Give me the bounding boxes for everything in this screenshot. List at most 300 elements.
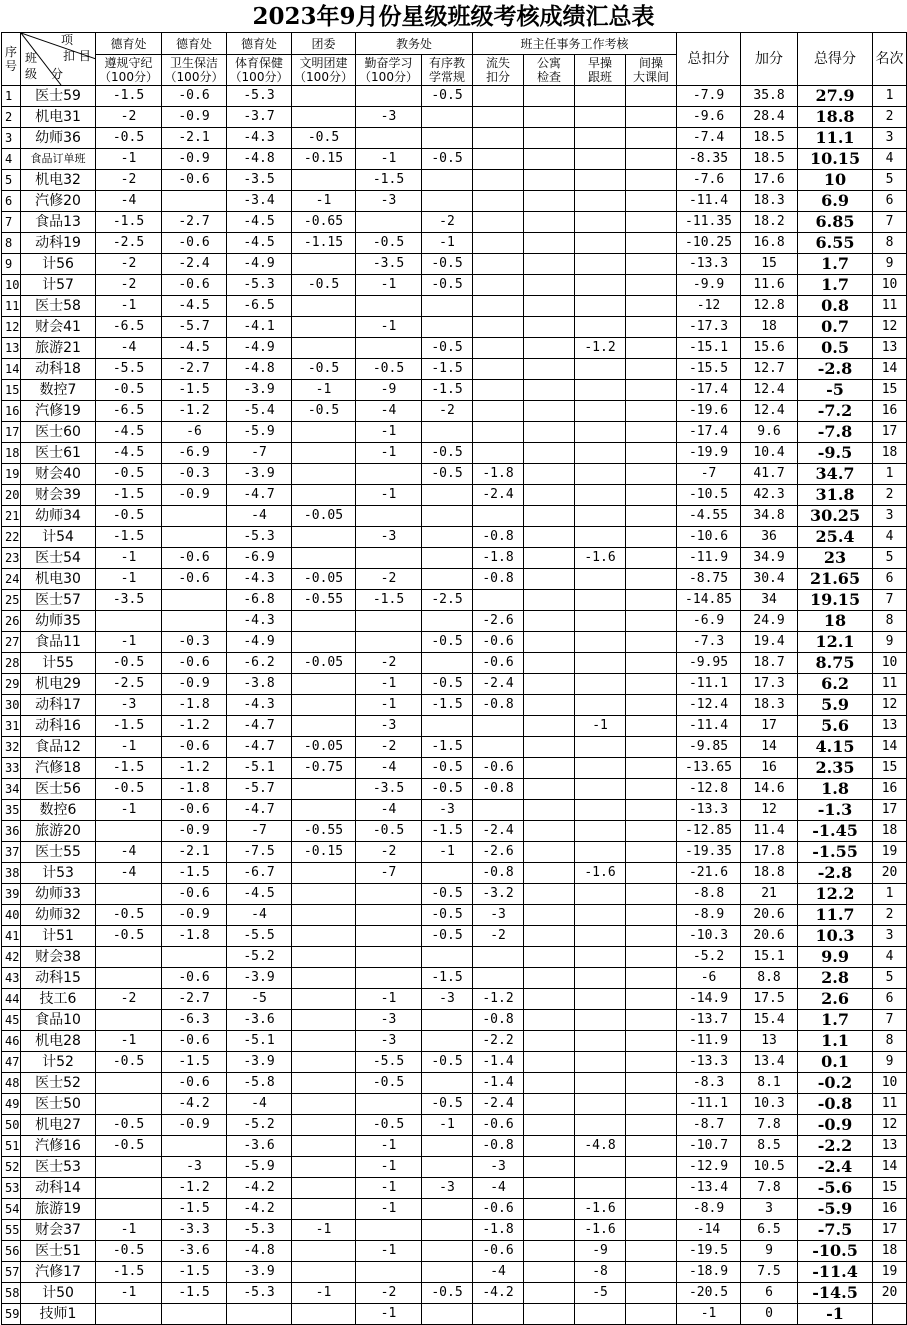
cell-c1: -1.5	[96, 716, 162, 737]
cell-cls: 食品订单班	[21, 149, 96, 170]
cell-c9: -8	[575, 1262, 626, 1283]
cell-c1: -1.5	[96, 527, 162, 548]
cell-c5	[356, 926, 422, 947]
cell-c2: -2.4	[162, 254, 227, 275]
cell-c1: -1.5	[96, 758, 162, 779]
cell-total: 1.7	[798, 275, 873, 296]
cell-c7	[473, 107, 524, 128]
cell-c8	[524, 1094, 575, 1115]
table-row	[2, 506, 907, 527]
cell-c4: -0.55	[292, 590, 356, 611]
corner-label-class2: 级	[25, 67, 38, 81]
table-row	[2, 1157, 907, 1178]
table-row	[2, 1241, 907, 1262]
cell-no: 32	[2, 737, 21, 758]
cell-cls: 医士58	[21, 296, 96, 317]
cell-c10	[626, 359, 677, 380]
table-row	[2, 779, 907, 800]
cell-no: 17	[2, 422, 21, 443]
cell-deduct: -8.9	[677, 1199, 741, 1220]
cell-c2: -0.6	[162, 653, 227, 674]
cell-rank: 11	[873, 296, 907, 317]
cell-c5: -1	[356, 1157, 422, 1178]
cell-c10	[626, 233, 677, 254]
cell-rank: 3	[873, 506, 907, 527]
cell-c10	[626, 170, 677, 191]
cell-c2: -0.9	[162, 1115, 227, 1136]
cell-c9	[575, 1052, 626, 1073]
cell-c10	[626, 590, 677, 611]
cell-bonus: 8.8	[741, 968, 798, 989]
cell-no: 19	[2, 464, 21, 485]
cell-rank: 8	[873, 233, 907, 254]
cell-total: 5.6	[798, 716, 873, 737]
cell-c7: -4	[473, 1262, 524, 1283]
cell-cls: 汽修18	[21, 758, 96, 779]
subheader-10: 间操 大课间	[626, 55, 677, 86]
cell-rank: 9	[873, 254, 907, 275]
cell-c8	[524, 800, 575, 821]
cell-c4	[292, 1157, 356, 1178]
cell-c3: -4.3	[227, 569, 292, 590]
cell-rank: 3	[873, 926, 907, 947]
cell-total: -7.8	[798, 422, 873, 443]
cell-bonus: 11.4	[741, 821, 798, 842]
cell-no: 41	[2, 926, 21, 947]
cell-c8	[524, 716, 575, 737]
cell-c9	[575, 695, 626, 716]
cell-deduct: -10.6	[677, 527, 741, 548]
sheet-title: 2023年9月份星级班级考核成绩汇总表	[252, 3, 655, 30]
cell-c7: -0.8	[473, 863, 524, 884]
table-row	[2, 128, 907, 149]
cell-no: 28	[2, 653, 21, 674]
cell-c2: -0.6	[162, 548, 227, 569]
cell-no: 55	[2, 1220, 21, 1241]
cell-c2: -0.9	[162, 905, 227, 926]
cell-total: 0.1	[798, 1052, 873, 1073]
cell-c10	[626, 548, 677, 569]
cell-c10	[626, 1010, 677, 1031]
cell-no: 39	[2, 884, 21, 905]
cell-c2: -2.7	[162, 359, 227, 380]
cell-c7	[473, 380, 524, 401]
cell-c6	[422, 863, 473, 884]
cell-c8	[524, 1283, 575, 1304]
cell-c10	[626, 884, 677, 905]
cell-c7: -2	[473, 926, 524, 947]
cell-bonus: 8.1	[741, 1073, 798, 1094]
cell-c6	[422, 548, 473, 569]
cell-c5	[356, 506, 422, 527]
cell-c4	[292, 632, 356, 653]
cell-c5	[356, 464, 422, 485]
cell-c4	[292, 254, 356, 275]
cell-c1: -0.5	[96, 128, 162, 149]
cell-rank: 15	[873, 1178, 907, 1199]
table-row	[2, 170, 907, 191]
cell-total: 18.8	[798, 107, 873, 128]
cell-c8	[524, 254, 575, 275]
cell-c4: -0.55	[292, 821, 356, 842]
cell-c1	[96, 1157, 162, 1178]
table-row	[2, 422, 907, 443]
cell-c2: -2.7	[162, 989, 227, 1010]
cell-c5: -2	[356, 1283, 422, 1304]
group-headteacher: 班主任事务工作考核	[473, 33, 677, 55]
cell-total: -0.2	[798, 1073, 873, 1094]
cell-c9	[575, 1094, 626, 1115]
cell-c9: -5	[575, 1283, 626, 1304]
cell-c9	[575, 989, 626, 1010]
cell-c3: -5.2	[227, 947, 292, 968]
header-score: 总得分	[798, 33, 873, 86]
cell-c1: -2	[96, 254, 162, 275]
cell-c3: -5.1	[227, 1031, 292, 1052]
table-row	[2, 947, 907, 968]
cell-cls: 动科19	[21, 233, 96, 254]
cell-c4: -1	[292, 380, 356, 401]
cell-c4	[292, 170, 356, 191]
cell-total: 6.2	[798, 674, 873, 695]
cell-c9	[575, 380, 626, 401]
cell-c3: -3.4	[227, 191, 292, 212]
cell-c9	[575, 758, 626, 779]
cell-deduct: -12.9	[677, 1157, 741, 1178]
cell-c4: -1	[292, 191, 356, 212]
cell-c8	[524, 569, 575, 590]
cell-c6: -0.5	[422, 674, 473, 695]
cell-c10	[626, 926, 677, 947]
cell-total: -11.4	[798, 1262, 873, 1283]
cell-c3: -4.9	[227, 632, 292, 653]
cell-c5	[356, 1262, 422, 1283]
cell-c2: -0.6	[162, 569, 227, 590]
cell-rank: 9	[873, 632, 907, 653]
cell-c6	[422, 527, 473, 548]
cell-bonus: 18.7	[741, 653, 798, 674]
cell-cls: 计53	[21, 863, 96, 884]
cell-c7	[473, 947, 524, 968]
cell-total: 1.7	[798, 1010, 873, 1031]
cell-c3: -6.7	[227, 863, 292, 884]
cell-c5: -1	[356, 1241, 422, 1262]
cell-c6	[422, 1262, 473, 1283]
cell-c1: -0.5	[96, 506, 162, 527]
cell-c3: -3.7	[227, 107, 292, 128]
cell-c10	[626, 401, 677, 422]
cell-no: 11	[2, 296, 21, 317]
cell-c5: -0.5	[356, 1115, 422, 1136]
cell-c9	[575, 947, 626, 968]
cell-c4: -0.05	[292, 653, 356, 674]
cell-no: 29	[2, 674, 21, 695]
cell-c1: -1.5	[96, 212, 162, 233]
cell-c2: -4.5	[162, 338, 227, 359]
cell-c10	[626, 338, 677, 359]
cell-c5	[356, 86, 422, 107]
cell-c8	[524, 317, 575, 338]
header-deduct: 总扣分	[677, 33, 741, 86]
cell-rank: 17	[873, 422, 907, 443]
table-row	[2, 485, 907, 506]
cell-no: 33	[2, 758, 21, 779]
cell-c6	[422, 317, 473, 338]
cell-c3: -4.7	[227, 716, 292, 737]
cell-c7: -2.4	[473, 1094, 524, 1115]
cell-c6: -0.5	[422, 443, 473, 464]
cell-c6: -0.5	[422, 1052, 473, 1073]
cell-c6: -1.5	[422, 737, 473, 758]
cell-c5: -3.5	[356, 254, 422, 275]
cell-c6: -0.5	[422, 275, 473, 296]
cell-c1: -1	[96, 569, 162, 590]
cell-c5	[356, 338, 422, 359]
cell-c1: -2.5	[96, 233, 162, 254]
cell-c10	[626, 464, 677, 485]
header-corner	[21, 33, 96, 86]
cell-c9	[575, 884, 626, 905]
cell-rank: 17	[873, 1220, 907, 1241]
cell-deduct: -19.6	[677, 401, 741, 422]
table-row	[2, 821, 907, 842]
cell-c10	[626, 1031, 677, 1052]
cell-bonus: 13.4	[741, 1052, 798, 1073]
cell-c3: -5.7	[227, 779, 292, 800]
cell-c7	[473, 296, 524, 317]
cell-cls: 机电27	[21, 1115, 96, 1136]
cell-c9	[575, 464, 626, 485]
cell-total: 10	[798, 170, 873, 191]
cell-total: 2.6	[798, 989, 873, 1010]
cell-c6: -3	[422, 800, 473, 821]
cell-rank: 5	[873, 170, 907, 191]
cell-bonus: 15.4	[741, 1010, 798, 1031]
cell-c1: -0.5	[96, 1115, 162, 1136]
cell-c1: -0.5	[96, 1052, 162, 1073]
cell-c4: -0.5	[292, 128, 356, 149]
cell-c4: -0.5	[292, 359, 356, 380]
cell-c9	[575, 800, 626, 821]
cell-c5: -2	[356, 569, 422, 590]
cell-c1: -0.5	[96, 926, 162, 947]
cell-total: -5.6	[798, 1178, 873, 1199]
corner-label-class1: 班	[25, 51, 38, 65]
cell-no: 43	[2, 968, 21, 989]
cell-c5: -3.5	[356, 779, 422, 800]
cell-deduct: -18.9	[677, 1262, 741, 1283]
table-row	[2, 632, 907, 653]
cell-c8	[524, 1220, 575, 1241]
cell-no: 21	[2, 506, 21, 527]
cell-c7: -0.6	[473, 653, 524, 674]
cell-rank: 11	[873, 674, 907, 695]
cell-c6: -0.5	[422, 884, 473, 905]
cell-c7: -2.6	[473, 611, 524, 632]
table-row	[2, 611, 907, 632]
cell-c9	[575, 149, 626, 170]
cell-deduct: -17.3	[677, 317, 741, 338]
cell-c1: -0.5	[96, 905, 162, 926]
cell-c3: -5.9	[227, 422, 292, 443]
cell-total: 4.15	[798, 737, 873, 758]
cell-cls: 技工6	[21, 989, 96, 1010]
cell-c9	[575, 632, 626, 653]
table-row	[2, 842, 907, 863]
cell-bonus: 18.5	[741, 128, 798, 149]
cell-c4	[292, 485, 356, 506]
cell-bonus: 8.5	[741, 1136, 798, 1157]
table-row	[2, 569, 907, 590]
cell-c9	[575, 128, 626, 149]
cell-c6: -2.5	[422, 590, 473, 611]
cell-no: 2	[2, 107, 21, 128]
cell-c9	[575, 1010, 626, 1031]
cell-c5: -1	[356, 674, 422, 695]
cell-c8	[524, 905, 575, 926]
cell-rank: 15	[873, 380, 907, 401]
table-row	[2, 1220, 907, 1241]
cell-c7: -2.4	[473, 821, 524, 842]
cell-c2: -2.1	[162, 128, 227, 149]
cell-c10	[626, 380, 677, 401]
cell-rank: 10	[873, 275, 907, 296]
table-row	[2, 107, 907, 128]
cell-c3: -4.7	[227, 737, 292, 758]
cell-c1: -4	[96, 842, 162, 863]
cell-c8	[524, 779, 575, 800]
cell-c7: -0.8	[473, 527, 524, 548]
cell-bonus: 34.9	[741, 548, 798, 569]
cell-c1: -1	[96, 149, 162, 170]
cell-c2: -0.9	[162, 821, 227, 842]
cell-c4	[292, 1073, 356, 1094]
cell-c7	[473, 317, 524, 338]
cell-c7	[473, 191, 524, 212]
cell-c2: -0.6	[162, 233, 227, 254]
cell-c4: -0.15	[292, 149, 356, 170]
cell-deduct: -11.4	[677, 191, 741, 212]
cell-c3: -3.6	[227, 1010, 292, 1031]
cell-c7	[473, 443, 524, 464]
cell-deduct: -12.85	[677, 821, 741, 842]
cell-c8	[524, 758, 575, 779]
cell-cls: 计55	[21, 653, 96, 674]
cell-c3: -6.9	[227, 548, 292, 569]
cell-total: -1.55	[798, 842, 873, 863]
cell-c5: -4	[356, 758, 422, 779]
cell-c7: -1.4	[473, 1052, 524, 1073]
cell-deduct: -8.3	[677, 1073, 741, 1094]
cell-c2	[162, 590, 227, 611]
cell-bonus: 7.8	[741, 1178, 798, 1199]
cell-c4	[292, 527, 356, 548]
cell-c10	[626, 1220, 677, 1241]
cell-c7	[473, 254, 524, 275]
cell-bonus: 3	[741, 1199, 798, 1220]
cell-c6: -0.5	[422, 149, 473, 170]
cell-c2: -5.7	[162, 317, 227, 338]
cell-total: 1.1	[798, 1031, 873, 1052]
cell-no: 13	[2, 338, 21, 359]
cell-deduct: -9.6	[677, 107, 741, 128]
cell-c2: -1.5	[162, 1262, 227, 1283]
cell-c5	[356, 884, 422, 905]
cell-c1: -4	[96, 863, 162, 884]
cell-c2: -1.8	[162, 779, 227, 800]
cell-rank: 14	[873, 737, 907, 758]
cell-rank: 7	[873, 590, 907, 611]
cell-c6	[422, 191, 473, 212]
cell-total: 8.75	[798, 653, 873, 674]
cell-c10	[626, 821, 677, 842]
cell-c1	[96, 1304, 162, 1325]
cell-deduct: -10.3	[677, 926, 741, 947]
table-row	[2, 380, 907, 401]
cell-deduct: -15.5	[677, 359, 741, 380]
cell-c2: -1.5	[162, 1283, 227, 1304]
cell-c2	[162, 506, 227, 527]
cell-cls: 机电31	[21, 107, 96, 128]
cell-total: 0.7	[798, 317, 873, 338]
cell-no: 15	[2, 380, 21, 401]
table-row	[2, 863, 907, 884]
table-row	[2, 548, 907, 569]
cell-c7: -0.8	[473, 1010, 524, 1031]
cell-total: -5	[798, 380, 873, 401]
cell-no: 26	[2, 611, 21, 632]
cell-c5: -1	[356, 695, 422, 716]
cell-c4: -1.15	[292, 233, 356, 254]
cell-c5: -1	[356, 275, 422, 296]
cell-cls: 医士57	[21, 590, 96, 611]
cell-deduct: -7.9	[677, 86, 741, 107]
cell-rank	[873, 1304, 907, 1325]
cell-no: 51	[2, 1136, 21, 1157]
table-row	[2, 1073, 907, 1094]
cell-total: 21.65	[798, 569, 873, 590]
cell-c8	[524, 212, 575, 233]
cell-total: 10.15	[798, 149, 873, 170]
cell-c4	[292, 1031, 356, 1052]
cell-c1: -1	[96, 1220, 162, 1241]
cell-no: 6	[2, 191, 21, 212]
cell-c6: -0.5	[422, 632, 473, 653]
cell-cls: 医士50	[21, 1094, 96, 1115]
cell-c1: -1	[96, 737, 162, 758]
cell-total: 27.9	[798, 86, 873, 107]
cell-cls: 计51	[21, 926, 96, 947]
cell-bonus: 20.6	[741, 926, 798, 947]
cell-c7	[473, 716, 524, 737]
cell-no: 56	[2, 1241, 21, 1262]
cell-no: 8	[2, 233, 21, 254]
cell-c6: -1.5	[422, 968, 473, 989]
table-row	[2, 1052, 907, 1073]
cell-c8	[524, 1178, 575, 1199]
cell-total: -2.2	[798, 1136, 873, 1157]
cell-bonus: 14.6	[741, 779, 798, 800]
cell-c2: -1.2	[162, 1178, 227, 1199]
cell-c5: -2	[356, 842, 422, 863]
cell-c10	[626, 632, 677, 653]
cell-cls: 动科17	[21, 695, 96, 716]
cell-no: 47	[2, 1052, 21, 1073]
cell-c2: -0.6	[162, 968, 227, 989]
cell-bonus: 15	[741, 254, 798, 275]
cell-rank: 20	[873, 863, 907, 884]
cell-c5: -3	[356, 107, 422, 128]
